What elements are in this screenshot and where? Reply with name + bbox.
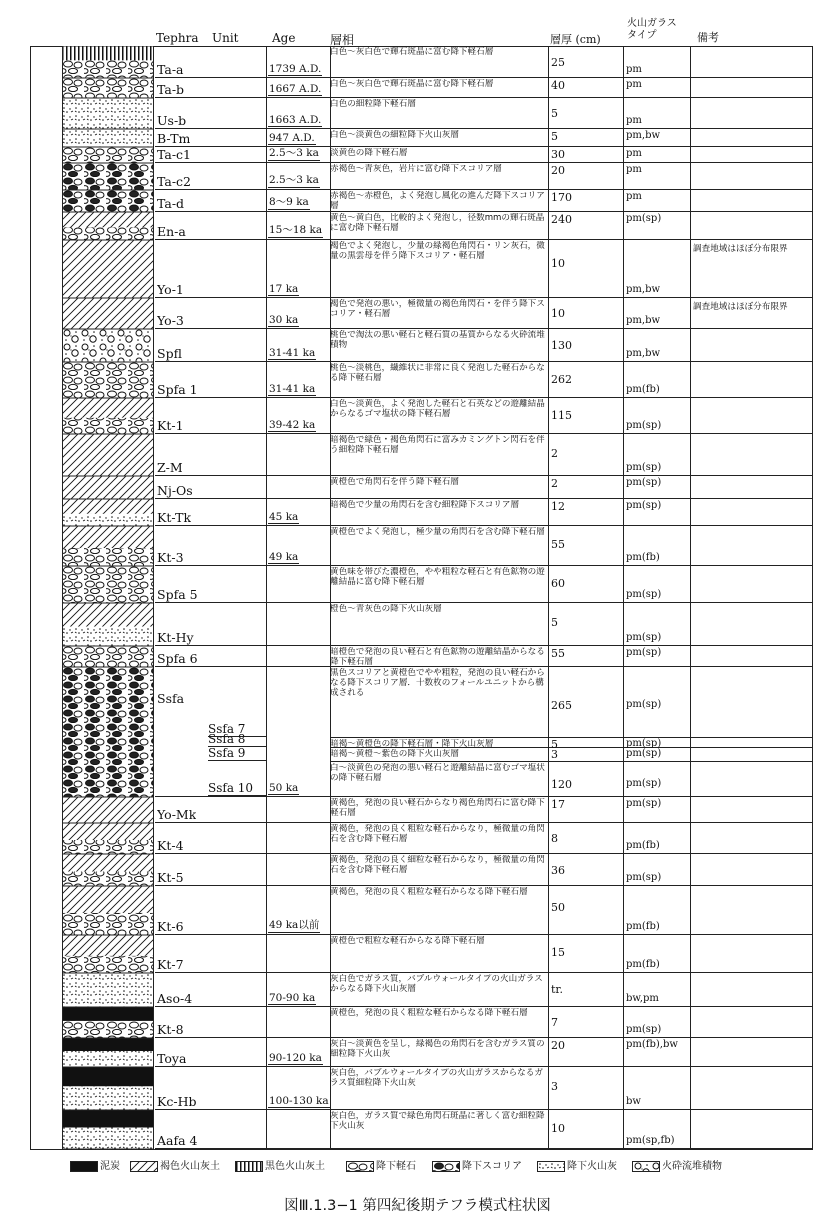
glass-type: pm	[626, 64, 642, 75]
tephra-thickness: 25	[551, 55, 565, 69]
header-tephra: Tephra	[156, 31, 199, 45]
tephra-name: Kt-3	[157, 550, 184, 565]
column-pattern	[62, 566, 154, 603]
layer-row	[155, 1067, 813, 1110]
tephra-age: 2.5～3 ka	[269, 174, 319, 186]
tephra-age: 90-120 ka	[269, 1052, 322, 1064]
header-glass-2: タイプ	[627, 30, 657, 41]
tephra-thickness: 17	[551, 798, 565, 811]
tephra-age: 17 ka	[269, 283, 299, 295]
ash-swatch	[537, 1161, 565, 1172]
tephra-thickness: 50	[551, 900, 565, 914]
tephra-age: 8～9 ka	[269, 196, 309, 208]
layer-row	[155, 129, 813, 147]
column-pattern	[62, 886, 154, 935]
tephra-name: Kt-5	[157, 870, 184, 885]
tephra-facies: 黄色味を帯びた濃橙色，やや粗粒な軽石と有色鉱物の遊離結晶に富む降下軽石層	[330, 567, 545, 587]
tephra-facies: 桃色で淘汰の悪い軽石と軽石質の基質からなる火砕流堆積物	[330, 330, 545, 350]
tephra-thickness: 12	[551, 500, 565, 513]
legend-pumice: 降下軽石	[346, 1157, 416, 1172]
tephra-thickness: 20	[551, 164, 565, 177]
layer-row	[155, 46, 813, 78]
tephra-name: Kc-Hb	[157, 1094, 197, 1109]
layer-row	[155, 163, 813, 190]
tephra-thickness: 10	[551, 257, 565, 271]
column-pattern	[62, 46, 154, 78]
column-pattern	[62, 823, 154, 854]
glass-type: pm(fb)	[626, 384, 660, 395]
tephra-thickness: 36	[551, 863, 565, 877]
tephra-thickness: 115	[551, 408, 572, 422]
tephra-name: Kt-1	[157, 418, 184, 433]
unit-label: Ssfa 7	[208, 722, 266, 737]
tephra-thickness: 5	[551, 738, 558, 751]
tephra-name: Ssfa	[157, 691, 185, 706]
tephra-facies: 灰白色，ガラス質で緑色角閃石斑晶に著しく富む細粒降下火山灰	[330, 1111, 545, 1131]
tephra-name: Spfa 1	[157, 382, 198, 397]
brown-soil-swatch	[130, 1161, 158, 1172]
tephra-facies: 黄褐色，発泡の良く粗粒な軽石からなり，極微量の角閃石を含む降下軽石層	[330, 824, 545, 844]
glass-type: pm	[626, 79, 642, 90]
layer-row	[155, 973, 813, 1007]
tephra-facies: 黄橙色で角閃石を伴う降下軽石層	[330, 477, 459, 487]
layer-row	[155, 854, 813, 886]
tephra-facies: 暗褐色で緑色・褐色角閃石に富みカミングトン閃石を伴う細粒降下軽石層	[330, 435, 545, 455]
tephra-thickness: 55	[551, 647, 565, 660]
glass-type: pm(sp)	[626, 589, 662, 600]
tephra-thickness: 55	[551, 538, 565, 551]
tephra-thickness: tr.	[551, 983, 563, 997]
tephra-facies: 灰白～淡黄色を呈し，緑褐色の角閃石を含むガラス質の細粒降下火山灰	[330, 1039, 545, 1059]
layer-row	[155, 398, 813, 434]
column-pattern	[62, 362, 154, 398]
tephra-name: Ta-d	[157, 196, 185, 211]
glass-type: pm	[626, 164, 642, 175]
tephra-facies: 黄褐色，発泡の良い軽石からなり褐色角閃石に富む降下軽石層	[330, 798, 545, 818]
layer-row	[155, 190, 813, 212]
tephra-name: Spfl	[157, 346, 182, 361]
tephra-name: Yo-Mk	[157, 807, 197, 822]
legend-brown-soil: 褐色火山灰土	[130, 1157, 220, 1172]
tephra-age: 39-42 ka	[269, 419, 316, 431]
glass-type: pm(sp)	[626, 738, 662, 749]
pumice-swatch	[346, 1161, 374, 1172]
tephra-thickness: 60	[551, 577, 565, 591]
glass-type: pm(fb)	[626, 552, 660, 563]
layer-row	[155, 434, 813, 476]
tephra-thickness: 7	[551, 1016, 558, 1030]
tephra-age: 31-41 ka	[269, 347, 316, 359]
glass-type: bw,pm	[626, 993, 659, 1004]
figure-caption: 図Ⅲ.1.3−1 第四紀後期テフラ模式柱状図	[284, 1198, 551, 1214]
legend-peat: 泥炭	[70, 1157, 120, 1172]
ssfa-unit-row	[330, 738, 813, 751]
layer-row	[155, 298, 813, 329]
tephra-facies: 赤褐色～青灰色，岩片に富む降下スコリア層	[330, 164, 502, 174]
glass-type: pm(sp,fb)	[626, 1135, 675, 1146]
glass-type: pm(sp)	[626, 748, 662, 759]
tephra-thickness: 120	[551, 777, 572, 791]
header-glass-1: 火山ガラス	[627, 18, 677, 29]
layer-row	[155, 1007, 813, 1038]
glass-type: pm(sp)	[626, 462, 662, 473]
column-pattern	[62, 240, 154, 298]
column-pattern	[62, 147, 154, 163]
layer-row	[155, 212, 813, 240]
tephra-thickness: 2	[551, 446, 558, 460]
column-pattern	[62, 329, 154, 362]
tephra-age: 49 ka	[269, 551, 299, 563]
column-pattern	[62, 1110, 154, 1149]
tephra-facies: 暗褐色で少量の角閃石を含む細粒降下スコリア層	[330, 500, 520, 510]
column-pattern	[62, 854, 154, 886]
tephra-thickness: 2	[551, 477, 558, 490]
tephra-thickness: 10	[551, 307, 565, 321]
tephra-age: 30 ka	[269, 314, 299, 326]
column-pattern	[62, 434, 154, 476]
tephra-age: 70-90 ka	[269, 992, 316, 1004]
tephra-name: Z-M	[157, 460, 183, 475]
tephra-age: 1739 A.D.	[269, 63, 322, 75]
layer-row	[155, 1038, 813, 1067]
legend-scoria: 降下スコリア	[432, 1157, 522, 1172]
tephra-name: Ta-c1	[157, 147, 191, 162]
column-pattern	[62, 190, 154, 212]
tephra-facies: 褐色で発泡の悪い，極微量の褐色角閃石・を伴う降下スコリア・軽石層	[330, 299, 545, 319]
layer-row	[155, 1110, 813, 1149]
tephra-thickness: 3	[551, 1079, 558, 1093]
glass-type: pm(sp)	[626, 477, 662, 488]
layer-row	[155, 78, 813, 98]
tephra-facies: 白～淡黄色の発泡の悪い軽石と遊離結晶に富むゴマ塩状の降下軽石層	[330, 763, 545, 783]
glass-type: pm(fb)	[626, 959, 660, 970]
tephra-facies: 黄橙色でよく発泡し，極少量の角閃石を含む降下軽石層	[330, 527, 545, 537]
glass-type: pm(sp)	[626, 213, 662, 224]
tephra-facies: 白色の細粒降下軽石層	[330, 99, 416, 109]
legend-black-soil: 黒色火山灰土	[235, 1157, 325, 1172]
tephra-facies: 灰白色，バブルウォールタイプの火山ガラスからなるガラス質細粒降下火山灰	[330, 1068, 543, 1088]
scoria-swatch	[432, 1161, 460, 1172]
column-pattern	[62, 398, 154, 434]
tephra-facies: 白色～灰白色で輝石斑晶に富む降下軽石層	[330, 79, 494, 89]
tephra-thickness: 40	[551, 79, 565, 92]
tephra-facies: 黒色スコリアと黄橙色でやや粗粒，発泡の良い軽石からなる降下スコリア層．十数枚のフォールユニットから構成される	[330, 668, 545, 698]
tephra-thickness: 3	[551, 748, 558, 761]
tephra-age: 1663 A.D.	[269, 114, 322, 126]
glass-type: pm(sp)	[626, 500, 662, 511]
glass-type: pm(fb)	[626, 840, 660, 851]
glass-type: bw	[626, 1096, 641, 1107]
layer-row	[155, 886, 813, 935]
tephra-facies: 淡黄色の降下軽石層	[330, 148, 408, 158]
layer-row	[155, 823, 813, 854]
column-pattern	[62, 526, 154, 566]
tephra-name: Us-b	[157, 113, 187, 128]
tephra-age: 947 A.D.	[269, 132, 315, 144]
tephra-thickness: 5	[551, 130, 558, 143]
header-age: Age	[272, 31, 296, 45]
glass-type: pm,bw	[626, 130, 661, 141]
unit-label: Ssfa 10	[208, 781, 266, 796]
tephra-name: Kt-7	[157, 957, 184, 972]
tephra-age: 45 ka	[269, 511, 299, 523]
tephra-facies: 灰白色でガラス質，バブルウォールタイプの火山ガラスからなる降下火山灰層	[330, 974, 543, 994]
glass-type: pm,bw	[626, 284, 661, 295]
header-unit: Unit	[212, 31, 239, 45]
tephra-name: Toya	[157, 1051, 187, 1066]
ssfa-unit-row	[330, 667, 813, 738]
glass-type: pm(sp)	[626, 632, 662, 643]
tephra-thickness: 170	[551, 191, 572, 204]
tephra-thickness: 5	[551, 615, 558, 629]
layer-row	[155, 147, 813, 163]
tephra-age: 15～18 ka	[269, 224, 323, 236]
tephra-name: Aso-4	[157, 991, 193, 1006]
tephra-thickness: 262	[551, 372, 572, 386]
tephra-facies: 黄褐色，発泡の良く粗粒な軽石からなる降下軽石層	[330, 887, 528, 897]
tephra-name: Aafa 4	[157, 1133, 198, 1148]
tephra-thickness: 10	[551, 1121, 565, 1135]
tephra-facies: 黄橙色で粗粒な軽石からなる降下軽石層	[330, 936, 485, 946]
layer-row	[155, 240, 813, 298]
legend	[70, 1157, 770, 1173]
tephra-facies: 白色～淡黄色の細粒降下火山灰層	[330, 130, 459, 140]
tephra-facies: 暗褐～黄橙～紫色の降下火山灰層	[330, 749, 459, 759]
tephra-age: 49 ka以前	[269, 919, 320, 931]
tephra-name: Nj-Os	[157, 483, 193, 498]
tephra-name: Spfa 5	[157, 587, 198, 602]
tephra-age: 100-130 ka	[269, 1095, 329, 1107]
glass-type: pm(sp)	[626, 777, 662, 789]
unit-label: Ssfa 8	[208, 732, 266, 747]
layer-row	[155, 797, 813, 823]
tephra-facies: 黄褐色，発泡の良く細粒な軽石からなり，極微量の角閃石を含む降下軽石層	[330, 855, 545, 875]
tephra-name: B-Tm	[157, 131, 191, 146]
column-pattern	[62, 935, 154, 973]
tephra-name: En-a	[157, 224, 186, 239]
tephra-age: 50 ka	[269, 782, 299, 794]
tephra-facies: 赤褐色～赤橙色，よく発泡し風化の進んだ降下スコリア層	[330, 191, 545, 211]
tephra-age: 31-41 ka	[269, 383, 316, 395]
tephra-thickness: 20	[551, 1039, 565, 1052]
tephra-remark: 調査地域はほぼ分布限界	[693, 302, 788, 312]
tephra-remark: 調査地域はほぼ分布限界	[693, 244, 788, 254]
tephra-name: Kt-Hy	[157, 630, 194, 645]
tephra-thickness: 8	[551, 832, 558, 846]
column-pattern	[62, 1067, 154, 1110]
tephra-facies: 橙色～青灰色の降下火山灰層	[330, 604, 442, 614]
column-pattern	[62, 163, 154, 190]
ssfa-unit-row	[330, 762, 813, 797]
ssfa-block	[155, 667, 813, 797]
glass-type: pm(fb)	[626, 921, 660, 932]
unit-label: Ssfa 9	[208, 746, 266, 761]
layer-row	[155, 566, 813, 603]
layer-row	[155, 98, 813, 129]
tephra-thickness: 240	[551, 213, 572, 226]
legend-ash: 降下火山灰	[537, 1157, 617, 1172]
tephra-thickness: 130	[551, 338, 572, 352]
layer-row	[155, 603, 813, 646]
tephra-facies: 暗褐～黄橙色の降下軽石層・降下火山灰層	[330, 739, 494, 749]
glass-type: pm(sp)	[626, 698, 662, 710]
tephra-facies: 桃色～淡桃色，繊維状に非常に良く発泡した軽石からなる降下軽石層	[330, 363, 545, 383]
column-pattern	[62, 797, 154, 823]
peat-swatch	[70, 1161, 98, 1172]
glass-type: pm,bw	[626, 348, 661, 359]
tephra-name: Yo-3	[157, 313, 184, 328]
header-facies: 層相	[330, 33, 355, 47]
layer-row	[155, 526, 813, 566]
header-thickness: 層厚 (cm)	[550, 33, 601, 46]
glass-type: pm,bw	[626, 315, 661, 326]
tephra-thickness: 30	[551, 148, 565, 161]
glass-type: pm(sp)	[626, 872, 662, 883]
legend-flow: 火砕流堆積物	[632, 1157, 722, 1172]
flow-swatch	[632, 1161, 660, 1172]
glass-type: pm(sp)	[626, 420, 662, 431]
tephra-name: Ta-c2	[157, 174, 191, 189]
column-pattern	[62, 476, 154, 499]
glass-type: pm	[626, 148, 642, 159]
tephra-name: Kt-Tk	[157, 510, 192, 525]
column-pattern	[62, 499, 154, 526]
glass-type: pm(sp)	[626, 647, 662, 658]
layer-row	[155, 935, 813, 973]
layer-row	[155, 476, 813, 499]
column-pattern	[62, 212, 154, 240]
column-pattern	[62, 1007, 154, 1038]
tephra-thickness: 265	[551, 698, 572, 712]
tephra-age: 1667 A.D.	[269, 83, 322, 95]
column-pattern	[62, 298, 154, 329]
column-pattern	[62, 973, 154, 1007]
layer-row	[155, 646, 813, 667]
tephra-facies: 褐色でよく発泡し，少量の緑褐色角閃石・リン灰石，微量の黒雲母を伴う降下スコリア・軽石層	[330, 241, 545, 261]
ssfa-unit-row	[330, 748, 813, 762]
tephra-facies: 白色～淡黄色，よく発泡した軽石と石英などの遊離結晶からなるゴマ塩状の降下軽石層	[330, 399, 545, 419]
column-pattern	[62, 603, 154, 646]
tephra-facies: 暗橙色で発泡の良い軽石と有色鉱物の遊離結晶からなる降下軽石層	[330, 647, 545, 667]
tephra-name: Ta-b	[157, 82, 185, 97]
column-pattern	[62, 98, 154, 129]
tephra-name: Yo-1	[157, 282, 184, 297]
tephra-facies: 黄色～黄白色，比較的よく発泡し，径数mmの輝石斑晶に富む降下軽石層	[330, 213, 545, 233]
glass-type: pm(sp)	[626, 1024, 662, 1035]
tephra-name: Spfa 6	[157, 651, 198, 666]
tephra-age: 2.5～3 ka	[269, 147, 319, 159]
glass-type: pm(sp)	[626, 798, 662, 809]
glass-type: pm	[626, 115, 642, 126]
tephra-name: Ta-a	[157, 62, 184, 77]
black-soil-swatch	[235, 1161, 263, 1172]
column-pattern	[62, 646, 154, 667]
column-pattern	[62, 1038, 154, 1067]
layer-row	[155, 499, 813, 526]
header-remarks: 備考	[697, 31, 719, 44]
tephra-name: Kt-6	[157, 919, 184, 934]
tephra-name: Kt-8	[157, 1022, 184, 1037]
tephra-thickness: 15	[551, 946, 565, 960]
layer-row	[155, 362, 813, 398]
tephra-name: Kt-4	[157, 838, 184, 853]
glass-type: pm(fb),bw	[626, 1039, 678, 1050]
column-pattern	[62, 129, 154, 147]
column-pattern	[62, 78, 154, 98]
tephra-thickness: 5	[551, 107, 558, 121]
column-pattern	[62, 667, 154, 797]
tephra-facies: 白色～灰白色で輝石斑晶に富む降下軽石層	[330, 47, 494, 57]
tephra-facies: 黄橙色，発泡の良く粗粒な軽石からなる降下軽石層	[330, 1008, 528, 1018]
glass-type: pm	[626, 191, 642, 202]
layer-row	[155, 329, 813, 362]
